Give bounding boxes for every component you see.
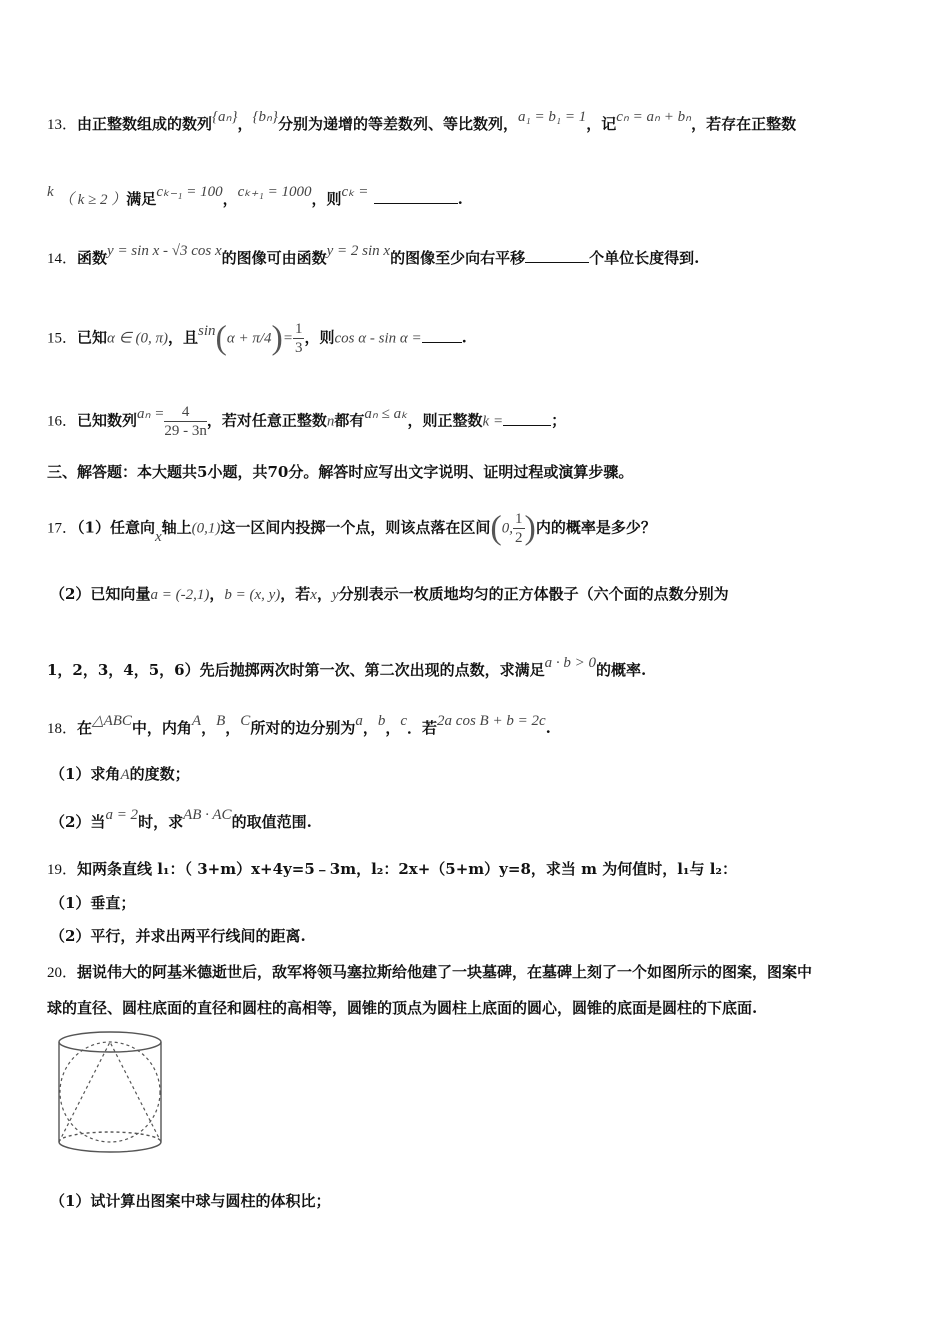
- question-number: 18．: [47, 721, 78, 737]
- q19-sub2: （2）平行，并求出两平行线间的距离.: [50, 927, 306, 945]
- ck: cₖ =: [341, 184, 369, 200]
- denominator: 29 - 3n: [164, 423, 207, 439]
- q17-text: 的概率.: [596, 661, 647, 679]
- function-1: y = sin x - √3 cos x: [107, 243, 222, 259]
- triangle: △ABC: [92, 713, 132, 729]
- k-equals: k =: [482, 413, 504, 430]
- side-a: a: [355, 713, 363, 729]
- q14-text: 的图像可由函数: [221, 249, 327, 267]
- q16-text: 都有: [334, 411, 365, 430]
- question-number: 16．: [47, 413, 78, 430]
- q20-line1: [47, 962, 812, 983]
- comma: ，: [316, 585, 332, 603]
- q16-text: ，若对任意正整数: [206, 411, 327, 430]
- q17-text: 分别表示一枚质地均匀的正方体骰子（六个面的点数分别为: [338, 585, 729, 603]
- half-fraction: [513, 510, 525, 547]
- sequence-a: {aₙ}: [212, 109, 238, 125]
- q13-text: 满足: [126, 190, 157, 208]
- vector-a: a = (-2,1): [150, 587, 210, 603]
- comma: ，: [201, 719, 217, 737]
- q18-sub2: [50, 807, 312, 833]
- left-paren: (: [490, 509, 502, 547]
- numerator: 1: [294, 321, 303, 337]
- q18-text: （1）求角: [50, 765, 121, 783]
- right-paren: ): [271, 319, 283, 357]
- inequality: aₙ ≤ aₖ: [364, 405, 408, 422]
- sphere: [60, 1042, 160, 1142]
- q17-text: （1）任意向: [77, 518, 155, 537]
- function-2: y = 2 sin x: [326, 243, 391, 259]
- answer-blank: [422, 328, 462, 343]
- right-paren: ): [524, 509, 536, 547]
- cylinder: [59, 1032, 161, 1152]
- q16-text: ，则正整数: [407, 411, 483, 430]
- left-paren: (: [215, 319, 227, 357]
- k-var: k: [47, 184, 54, 200]
- q15-text: ，则: [304, 328, 335, 347]
- q17-line1: [47, 510, 656, 547]
- sin-argument: α + π/4: [226, 330, 272, 347]
- q20-line2: 球的直径、圆柱底面的直径和圆柱的高相等，圆锥的顶点为圆柱上底面的圆心，圆锥的底面是圆柱的下底面.: [47, 999, 758, 1017]
- cylinder-bottom-front: [59, 1142, 161, 1152]
- q17-text: 这一区间内投掷一个点，则该点落在区间: [220, 518, 491, 537]
- numerator: 4: [164, 403, 207, 422]
- q13-text: ，记: [586, 115, 617, 133]
- q13-text: 由正整数组成的数列: [77, 115, 213, 133]
- comma: ，: [237, 115, 253, 133]
- q14-text: 的图像至少向右平移: [390, 249, 526, 267]
- q20-sub1: （1）试计算出图案中球与圆柱的体积比；: [50, 1192, 331, 1210]
- question-number: 14．: [47, 251, 78, 267]
- q17-text: （2）已知向量: [50, 585, 151, 603]
- q13-text: ，若存在正整数: [691, 115, 797, 133]
- q16-line: [47, 403, 566, 440]
- y-var: y: [331, 587, 339, 603]
- dot-product-condition: a · b > 0: [544, 655, 597, 671]
- ck-minus-1: cₖ₋₁ = 100: [156, 184, 223, 200]
- q18-text: （2）当: [50, 813, 106, 831]
- sequence-b: {bₙ}: [252, 109, 279, 125]
- a-equals-2: a = 2: [105, 807, 139, 823]
- q14-text: 个单位长度得到.: [589, 249, 700, 267]
- x-var: x: [154, 528, 162, 545]
- q13-text: 分别为递增的等差数列、等比数列，: [278, 115, 519, 133]
- q18-text: 的取值范围.: [231, 813, 312, 831]
- q19-line: [47, 859, 737, 880]
- q17-text: 1，2，3，4，5，6）先后抛掷两次时第一次、第二次出现的点数，求满足: [47, 661, 545, 679]
- one-third-fraction: [293, 320, 305, 357]
- x-var: x: [310, 587, 317, 603]
- target-expression: cos α - sin α =: [334, 330, 422, 347]
- q19-text: 知两条直线 l₁：（ 3+m）x+4y=5﹣3m，l₂：2x+（5+m）y=8，求当 m 为何值时，l₁与 l₂：: [77, 860, 737, 878]
- q15-text: ，且: [167, 328, 198, 347]
- denominator: 3: [294, 340, 303, 356]
- period: .: [457, 190, 463, 208]
- answer-blank: [525, 248, 589, 263]
- q18-text: 所对的边分别为: [250, 719, 356, 737]
- interval-0-1: (0,1): [191, 520, 221, 537]
- q18-line: [47, 713, 551, 739]
- period: .: [461, 328, 467, 347]
- comma: ，: [209, 585, 225, 603]
- interval-start: 0,: [501, 520, 513, 537]
- equals: =: [282, 330, 293, 347]
- q15-text: 已知: [77, 328, 108, 347]
- q18-text: 在: [77, 719, 93, 737]
- comma: ，: [222, 190, 238, 208]
- q17-line2: [50, 584, 729, 605]
- angle-b: B: [216, 713, 226, 729]
- cn-definition: cₙ = aₙ + bₙ: [616, 109, 692, 125]
- k-condition: （ k ≥ 2 ）: [58, 192, 127, 208]
- angle-c: C: [240, 713, 251, 729]
- alpha-range: α ∈ (0, π): [107, 330, 168, 347]
- q18-text: 的度数；: [129, 765, 190, 783]
- q15-line: [47, 320, 467, 357]
- q17-text: ，若: [280, 585, 311, 603]
- q13-text: ，则: [311, 190, 342, 208]
- q13-line2: [47, 184, 463, 210]
- semicolon: ；: [551, 411, 567, 430]
- sin-label: sin: [198, 322, 216, 339]
- q18-sub1: [50, 764, 190, 785]
- q18-text: 时，求: [138, 813, 184, 831]
- q19-sub1: （1）垂直；: [50, 894, 136, 912]
- angle-a: A: [120, 767, 130, 783]
- answer-blank: [374, 189, 458, 204]
- ck-plus-1: cₖ₊₁ = 1000: [237, 184, 312, 200]
- section-heading: 三、解答题：本大题共5小题，共70分。解答时应写出文字说明、证明过程或演算步骤。: [47, 463, 634, 481]
- answer-blank: [503, 411, 551, 426]
- q17-text: 轴上: [161, 518, 192, 537]
- q13-line1: [47, 109, 797, 135]
- denominator: 2: [515, 530, 523, 546]
- side-c: c: [400, 713, 408, 729]
- an-label: aₙ =: [137, 405, 165, 422]
- q17-text: 内的概率是多少？: [535, 518, 656, 537]
- comma: ，: [225, 719, 241, 737]
- question-number: 13．: [47, 117, 78, 133]
- numerator: 1: [515, 511, 523, 527]
- question-number: 17．: [47, 520, 78, 537]
- q18-condition: 2a cos B + b = 2c: [437, 713, 546, 729]
- cylinder-sphere-cone-figure: [55, 1030, 167, 1154]
- initial-condition: a₁ = b₁ = 1: [518, 109, 587, 125]
- q14-text: 函数: [77, 249, 108, 267]
- comma: ，: [385, 719, 401, 737]
- comma: ，: [362, 719, 378, 737]
- q17-line3: [47, 655, 647, 681]
- n-var: n: [326, 413, 335, 430]
- q18-text: 中，内角: [131, 719, 192, 737]
- vector-b: b = (x, y): [224, 587, 281, 603]
- q16-text: 已知数列: [77, 411, 138, 430]
- an-fraction: [164, 403, 207, 440]
- cylinder-bottom-back: [59, 1132, 161, 1142]
- angle-a: A: [191, 713, 202, 729]
- question-number: 20．: [47, 965, 78, 981]
- q14-line: [47, 243, 700, 269]
- q20-text: 据说伟大的阿基米德逝世后，敌军将领马塞拉斯给他建了一块墓碑，在墓碑上刻了一个如图所示的图案，图案中: [77, 963, 813, 981]
- question-number: 19．: [47, 862, 78, 878]
- side-b: b: [377, 713, 386, 729]
- question-number: 15．: [47, 330, 78, 347]
- q18-text: ．若: [407, 719, 438, 737]
- period: .: [545, 719, 551, 737]
- vector-product: AB · AC: [183, 807, 232, 823]
